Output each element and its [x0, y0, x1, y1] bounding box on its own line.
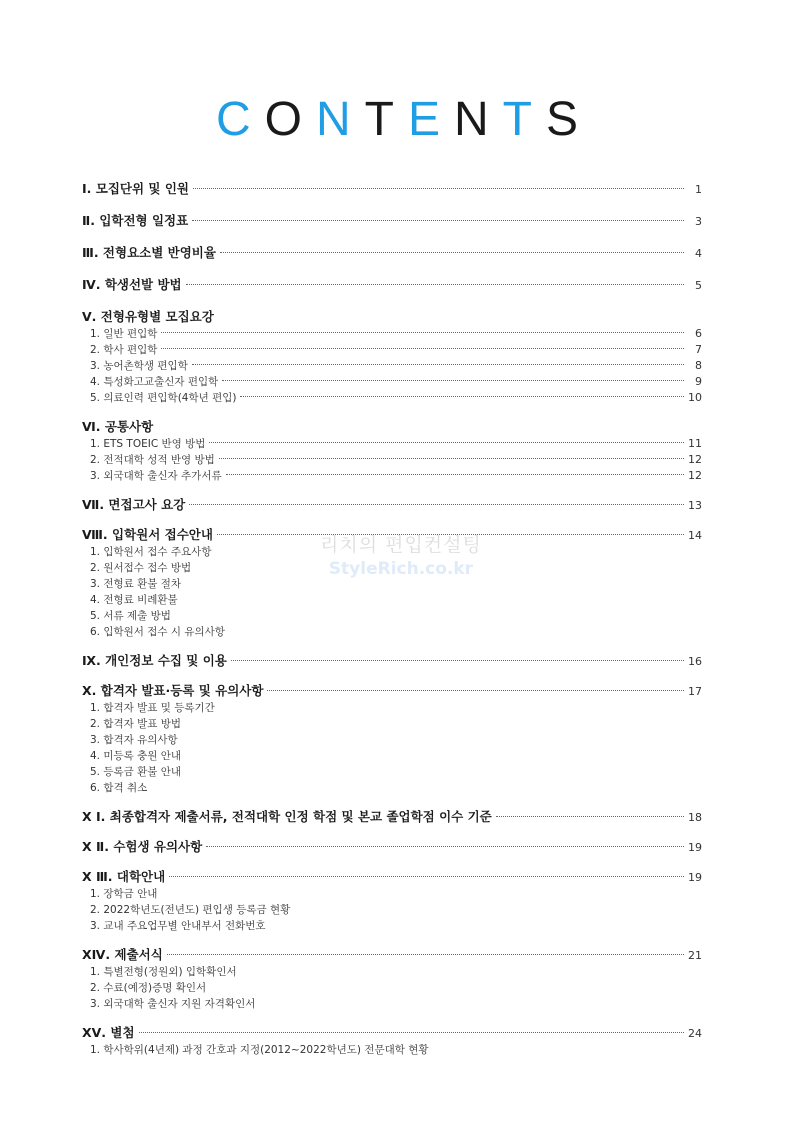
toc-main-row[interactable]	[82, 212, 702, 230]
toc-section-title: Ⅹ Ⅲ. 대학안내	[82, 869, 166, 884]
title-letter: T	[502, 93, 546, 146]
dot-leader	[226, 474, 684, 475]
toc-sub-row[interactable]	[82, 342, 702, 358]
toc-main-row[interactable]	[82, 868, 702, 886]
dot-leader	[192, 220, 684, 221]
toc-main-row[interactable]	[82, 180, 702, 198]
toc-sub-title: 4. 전형료 비례환불	[90, 594, 178, 606]
toc-sub-title: 2. 전적대학 성적 반영 방법	[90, 454, 215, 466]
dot-leader	[186, 284, 684, 285]
dot-leader	[192, 364, 684, 365]
toc-section-title: Ⅱ. 입학전형 일정표	[82, 213, 189, 228]
toc-sub-title: 4. 특성화고교출신자 편입학	[90, 376, 219, 388]
toc-sub-row[interactable]	[82, 748, 702, 764]
toc-sub-title: 2. 2022학년도(전년도) 편입생 등록금 현황	[90, 904, 291, 916]
toc-sub-row[interactable]	[82, 468, 702, 484]
dot-leader	[496, 816, 684, 817]
title-letter: O	[264, 93, 316, 146]
dot-leader	[219, 458, 684, 459]
toc-section	[82, 212, 702, 230]
toc-main-row[interactable]	[82, 652, 702, 670]
dot-leader	[209, 442, 684, 443]
toc-page-number: 12	[688, 453, 702, 466]
toc-sub-title: 1. 합격자 발표 및 등록기간	[90, 702, 215, 714]
toc-section	[82, 496, 702, 514]
toc-page-number: 6	[695, 327, 702, 340]
toc-page-number: 1	[695, 183, 702, 196]
toc-sub-row[interactable]	[82, 592, 702, 608]
toc-section-title: Ⅸ. 개인정보 수집 및 이용	[82, 653, 227, 668]
toc-sub-row[interactable]	[82, 996, 702, 1012]
toc-sub-title: 1. 입학원서 접수 주요사항	[90, 546, 212, 558]
toc-sub-title: 5. 서류 제출 방법	[90, 610, 171, 622]
table-of-contents	[82, 180, 702, 1058]
toc-page-number: 7	[695, 343, 702, 356]
toc-page-number: 13	[688, 499, 702, 512]
toc-section	[82, 946, 702, 1012]
toc-page-number: 21	[688, 949, 702, 962]
toc-section-title: Ⅹ Ⅱ. 수험생 유의사항	[82, 839, 203, 854]
toc-main-row[interactable]	[82, 418, 702, 436]
toc-section-title: ⅩⅤ. 별첨	[82, 1025, 135, 1040]
toc-sub-title: 2. 수료(예정)증명 확인서	[90, 982, 207, 994]
toc-section	[82, 418, 702, 484]
toc-main-row[interactable]	[82, 276, 702, 294]
toc-page-number: 14	[688, 529, 702, 542]
toc-sub-title: 2. 학사 편입학	[90, 344, 158, 356]
toc-section	[82, 180, 702, 198]
toc-page-number: 5	[695, 279, 702, 292]
toc-sub-row[interactable]	[82, 764, 702, 780]
toc-section-title: ⅩⅣ. 제출서식	[82, 947, 163, 962]
dot-leader	[161, 332, 684, 333]
toc-sub-title: 4. 미등록 충원 안내	[90, 750, 182, 762]
toc-sub-row[interactable]	[82, 918, 702, 934]
title-letter: E	[407, 93, 454, 146]
toc-page-number: 8	[695, 359, 702, 372]
toc-main-row[interactable]	[82, 308, 702, 326]
toc-sub-row[interactable]	[82, 1042, 702, 1058]
dot-leader	[240, 396, 684, 397]
dot-leader	[206, 846, 684, 847]
dot-leader	[161, 348, 684, 349]
toc-section-title: Ⅳ. 학생선발 방법	[82, 277, 182, 292]
toc-page-number: 19	[688, 841, 702, 854]
toc-page-number: 9	[695, 375, 702, 388]
toc-section	[82, 808, 702, 826]
toc-page-number: 18	[688, 811, 702, 824]
toc-sub-title: 1. 특별전형(정원외) 입학확인서	[90, 966, 237, 978]
toc-sub-row[interactable]	[82, 390, 702, 406]
title-letter: N	[454, 93, 503, 146]
dot-leader	[220, 252, 684, 253]
toc-main-row[interactable]	[82, 244, 702, 262]
toc-sub-row[interactable]	[82, 326, 702, 342]
toc-sub-title: 3. 외국대학 출신자 지원 자격확인서	[90, 998, 256, 1010]
watermark	[320, 530, 482, 579]
toc-section-title: Ⅷ. 입학원서 접수안내	[82, 527, 213, 542]
toc-section-title: Ⅹ. 합격자 발표·등록 및 유의사항	[82, 683, 264, 698]
toc-page-number: 12	[688, 469, 702, 482]
toc-sub-title: 1. 장학금 안내	[90, 888, 158, 900]
toc-page-number: 10	[688, 391, 702, 404]
title-letter: S	[546, 93, 593, 146]
toc-sub-row[interactable]	[82, 716, 702, 732]
toc-page-number: 17	[688, 685, 702, 698]
dot-leader	[231, 660, 684, 661]
watermark-line1: 리치의 편입컨설팅	[320, 534, 482, 556]
toc-section	[82, 276, 702, 294]
contents-title	[7, 92, 794, 147]
watermark-line2: StyleRich.co.kr	[328, 559, 474, 579]
toc-section	[82, 682, 702, 796]
toc-section-title: Ⅰ. 모집단위 및 인원	[82, 181, 189, 196]
toc-sub-row[interactable]	[82, 964, 702, 980]
toc-sub-row[interactable]	[82, 902, 702, 918]
toc-section-title: Ⅹ Ⅰ. 최종합격자 제출서류, 전적대학 인정 학점 및 본교 졸업학점 이수 기준	[82, 809, 492, 824]
toc-section	[82, 308, 702, 406]
toc-sub-title: 1. 일반 편입학	[90, 328, 158, 340]
toc-sub-row[interactable]	[82, 732, 702, 748]
toc-sub-row[interactable]	[82, 886, 702, 902]
toc-page-number: 4	[695, 247, 702, 260]
title-letter: C	[215, 93, 265, 146]
toc-main-row[interactable]	[82, 1024, 702, 1042]
toc-sub-title: 5. 의료인력 편입학(4학년 편입)	[90, 392, 237, 404]
toc-sub-title: 1. 학사학위(4년제) 과정 간호과 지정(2012~2022학년도) 전문대학 현황	[90, 1044, 429, 1056]
toc-page-number: 19	[688, 871, 702, 884]
dot-leader	[222, 380, 684, 381]
toc-section-title: Ⅵ. 공통사항	[82, 419, 154, 434]
toc-sub-title: 6. 입학원서 접수 시 유의사항	[90, 626, 225, 638]
toc-section-title: Ⅶ. 면접고사 요강	[82, 497, 186, 512]
toc-sub-row[interactable]	[82, 608, 702, 624]
toc-sub-title: 1. ETS TOEIC 반영 방법	[90, 438, 206, 450]
dot-leader	[193, 188, 684, 189]
dot-leader	[167, 954, 684, 955]
dot-leader	[189, 504, 684, 505]
dot-leader	[267, 690, 684, 691]
toc-main-row[interactable]	[82, 808, 702, 826]
toc-sub-title: 5. 등록금 환불 안내	[90, 766, 182, 778]
toc-page-number: 11	[688, 437, 702, 450]
toc-main-row[interactable]	[82, 946, 702, 964]
toc-main-row[interactable]	[82, 496, 702, 514]
toc-page-number: 3	[695, 215, 702, 228]
toc-section	[82, 244, 702, 262]
toc-page-number: 24	[688, 1027, 702, 1040]
toc-sub-row[interactable]	[82, 980, 702, 996]
toc-section-title: Ⅴ. 전형유형별 모집요강	[82, 309, 214, 324]
toc-sub-title: 2. 합격자 발표 방법	[90, 718, 182, 730]
toc-sub-row[interactable]	[82, 436, 702, 452]
toc-section	[82, 868, 702, 934]
toc-sub-title: 6. 합격 취소	[90, 782, 148, 794]
toc-sub-row[interactable]	[82, 452, 702, 468]
dot-leader	[169, 876, 684, 877]
toc-sub-title: 3. 합격자 유의사항	[90, 734, 178, 746]
toc-sub-title: 3. 교내 주요업무별 안내부서 전화번호	[90, 920, 266, 932]
toc-sub-row[interactable]	[82, 700, 702, 716]
toc-sub-title: 2. 원서접수 접수 방법	[90, 562, 192, 574]
toc-sub-title: 3. 전형료 환불 절차	[90, 578, 182, 590]
toc-section	[82, 1024, 702, 1058]
toc-sub-row[interactable]	[82, 374, 702, 390]
title-letter: T	[364, 93, 408, 146]
dot-leader	[139, 1032, 684, 1033]
toc-sub-row[interactable]	[82, 624, 702, 640]
toc-page-number: 16	[688, 655, 702, 668]
toc-section	[82, 652, 702, 670]
toc-section-title: Ⅲ. 전형요소별 반영비율	[82, 245, 216, 260]
toc-section	[82, 838, 702, 856]
toc-sub-row[interactable]	[82, 358, 702, 374]
toc-sub-row[interactable]	[82, 780, 702, 796]
toc-main-row[interactable]	[82, 682, 702, 700]
toc-sub-title: 3. 농어촌학생 편입학	[90, 360, 188, 372]
title-letter: N	[315, 93, 365, 146]
toc-main-row[interactable]	[82, 838, 702, 856]
toc-sub-title: 3. 외국대학 출신자 추가서류	[90, 470, 222, 482]
